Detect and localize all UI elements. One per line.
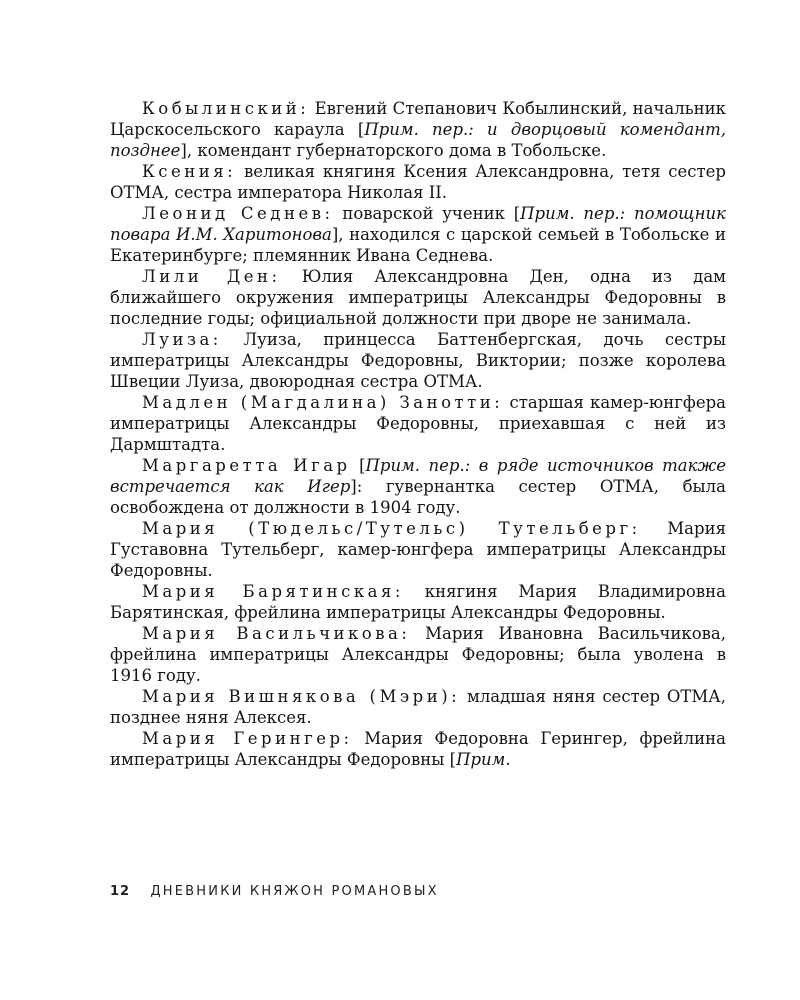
- entry-text: ], находился с царской семьей в Тобольске и Екатеринбурге; племянник Ивана Седнева.: [110, 225, 726, 265]
- entry-text: Мария Федоровна Герингер, фрейлина императрицы Александры Федоровны [: [110, 729, 726, 769]
- entry-name: Мадлен (Магдалина) Занотти:: [142, 393, 504, 412]
- entry-name: Мария Герингер:: [142, 729, 353, 748]
- page-number: 12: [110, 884, 131, 899]
- entry-text: ], комендант губернаторского дома в Тобольске.: [180, 141, 607, 160]
- glossary-entry: [110, 392, 726, 455]
- entry-name: Леонид Седнев:: [142, 204, 334, 223]
- entry-name: Мария (Тюдельс/Тутельс) Тутельберг:: [142, 519, 641, 538]
- entry-text: поварской ученик [: [333, 204, 521, 223]
- entry-name: Мария Барятинская:: [142, 582, 404, 601]
- glossary-entry: [110, 98, 726, 161]
- entry-name: Лили Ден:: [142, 267, 281, 286]
- entry-text: княгиня Мария Владимировна Барятинская, фрейлина императрицы Александры Федоровны.: [110, 582, 726, 622]
- entry-text: старшая камер-юнгфера императрицы Александры Федоровны, приехавшая с ней из Дармштадта.: [110, 393, 726, 454]
- glossary-entry: [110, 266, 726, 329]
- entry-name: Луиза:: [142, 330, 222, 349]
- translator-note: Прим. пер.: и дворцовый комендант, позднее: [110, 120, 726, 160]
- glossary-entry: [110, 455, 726, 518]
- entry-text: великая княгиня Ксения Александровна, тетя сестер ОТМА, сестра императора Николая II.: [110, 162, 726, 202]
- translator-note: Прим. пер.: помощник повара И.М. Харитонова: [110, 204, 726, 244]
- glossary-entry: [110, 518, 726, 581]
- entry-text: [: [350, 456, 366, 475]
- glossary-entry: [110, 623, 726, 686]
- entry-text: Мария Густавовна Тутельберг, камер-юнгфера императрицы Александры Федоровны.: [110, 519, 726, 580]
- glossary-entry: [110, 728, 726, 770]
- translator-note: Прим. пер.: в ряде источников также встречается как Игер: [110, 456, 726, 496]
- entry-name: Мария Вишнякова (Мэри):: [142, 687, 461, 706]
- running-title: ДНЕВНИКИ КНЯЖОН РОМАНОВЫХ: [150, 884, 439, 899]
- entry-text: Мария Ивановна Васильчикова, фрейлина императрицы Александры Федоровны; была уволена в 1916 году.: [110, 624, 726, 685]
- glossary-entry: [110, 581, 726, 623]
- entry-text: Юлия Александровна Ден, одна из дам ближайшего окружения императрицы Александры Федоровны в последние годы; официальной должности при дворе не занимала.: [110, 267, 726, 328]
- entry-name: Кобылинский:: [142, 99, 310, 118]
- entry-text: Евгений Степанович Кобылинский, начальник Царскосельского караула [: [110, 99, 726, 139]
- entry-name: Маргаретта Игар: [142, 456, 351, 475]
- entry-text: младшая няня сестер ОТМА, позднее няня Алексея.: [110, 687, 726, 727]
- page-footer: [110, 884, 439, 899]
- glossary-entry: [110, 161, 726, 203]
- entry-name: Ксения:: [142, 162, 237, 181]
- glossary-entry: [110, 329, 726, 392]
- entry-name: Мария Васильчикова:: [142, 624, 411, 643]
- entry-text: Луиза, принцесса Баттенбергская, дочь сестры императрицы Александры Федоровны, Виктории; позже королева Швеции Луиза, двоюродная сестра ОТМА.: [110, 330, 726, 391]
- glossary-entry: [110, 203, 726, 266]
- glossary-entry: [110, 686, 726, 728]
- page-body: [110, 98, 726, 770]
- entry-text: ]: гувернантка сестер ОТМА, была освобождена от должности в 1904 году.: [110, 477, 726, 517]
- translator-note: Прим.: [456, 750, 511, 769]
